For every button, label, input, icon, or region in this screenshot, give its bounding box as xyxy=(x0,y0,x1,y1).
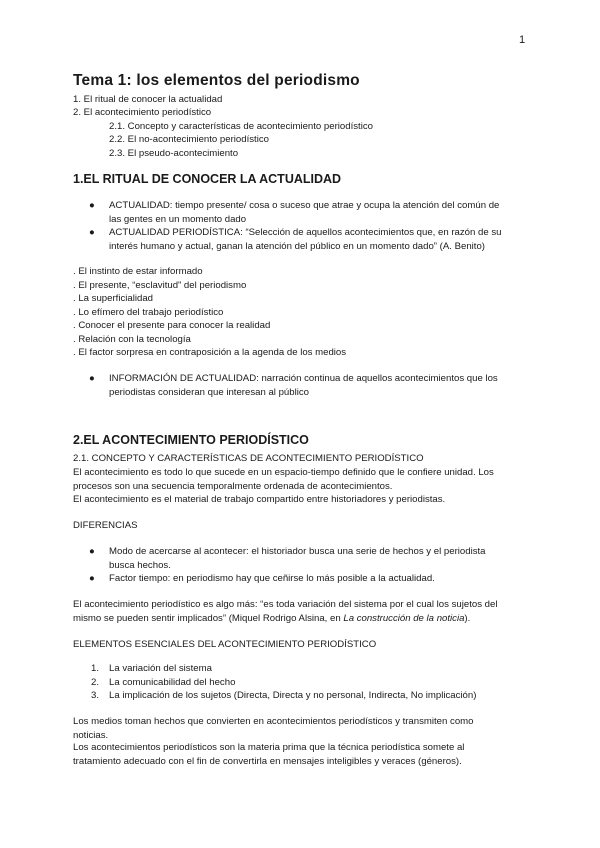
bullet-actualidad xyxy=(89,199,500,226)
paragraph-line: noticias. xyxy=(73,729,109,741)
paragraph-line: Los medios toman hechos que convierten en acontecimientos periodísticos y transmiten como xyxy=(73,716,474,727)
list-item: . Lo efímero del trabajo periodístico xyxy=(73,306,224,318)
list-item: . El instinto de estar informado xyxy=(73,266,203,277)
definition-paragraph xyxy=(73,598,497,625)
list-text: La implicación de los sujetos (Directa, Directa y no personal, Indirecta, No implicación) xyxy=(109,690,477,701)
bullet-line: Modo de acercarse al acontecer: el historiador busca una serie de hechos y el periodista xyxy=(109,546,486,557)
definition-text: mismo se pueden sentir implicados” (Miquel Rodrigo Alsina, en xyxy=(73,612,344,624)
page-number: 1 xyxy=(519,34,526,46)
bullet-line: interés humano y actual, ganan la atención del público en un momento dado” (A. Benito) xyxy=(109,240,485,252)
paragraph-line: tratamiento adecuado con el fin de convertirla en mensajes inteligibles y veraces (géneros). xyxy=(73,755,462,767)
bullet-line: ACTUALIDAD: tiempo presente/ cosa o suceso que atrae y ocupa la atención del común de xyxy=(109,200,500,211)
paragraph-line: El acontecimiento es todo lo que sucede en un espacio-tiempo definido que le confiere unidad. Los xyxy=(73,467,494,478)
bullet-dot: ● xyxy=(89,546,95,557)
subsection-heading: 2.1. CONCEPTO Y CARACTERÍSTICAS DE ACONTECIMIENTO PERIODÍSTICO xyxy=(73,453,424,464)
bullet-line: busca hechos. xyxy=(109,559,171,571)
toc-item-2-2: 2.2. El no-acontecimiento periodístico xyxy=(109,134,269,145)
page-title: Tema 1: los elementos del periodismo xyxy=(73,72,360,89)
closing-paragraph-2 xyxy=(73,741,464,768)
bullet-dot: ● xyxy=(89,373,95,384)
bullet-dot: ● xyxy=(89,227,95,238)
list-number: 1. xyxy=(91,663,100,674)
list-item: . Relación con la tecnología xyxy=(73,333,191,345)
bullet-informacion-actualidad xyxy=(89,372,498,399)
bullet-dot: ● xyxy=(89,200,95,211)
bullet-factor-tiempo xyxy=(89,572,435,586)
definition-end: ). xyxy=(464,612,471,624)
book-title: La construcción de la noticia xyxy=(343,612,465,624)
paragraph-line: El acontecimiento periodístico es algo más: “es toda variación del sistema por el cual los sujetos del xyxy=(73,599,498,610)
toc-item-1: 1. El ritual de conocer la actualidad xyxy=(73,94,223,105)
list-item: . El factor sorpresa en contraposición a la agenda de los medios xyxy=(73,347,347,358)
bullet-modo xyxy=(89,545,486,572)
list-number: 2. xyxy=(91,676,100,688)
list-number: 3. xyxy=(91,690,100,701)
paragraph-line xyxy=(73,612,497,626)
bullet-line: periodistas consideran que interesan al público xyxy=(109,386,309,398)
toc-item-2-1: 2.1. Concepto y características de acontecimiento periodístico xyxy=(109,121,373,132)
list-item xyxy=(91,676,476,690)
list-item xyxy=(91,689,476,703)
list-item: . Conocer el presente para conocer la realidad xyxy=(73,320,271,331)
bullet-line: ACTUALIDAD PERIODÍSTICA: “Selección de aquellos acontecimientos que, en razón de su xyxy=(109,227,502,238)
list-item: . El presente, “esclavitud” del periodismo xyxy=(73,279,247,291)
section-1-heading: 1.EL RITUAL DE CONOCER LA ACTUALIDAD xyxy=(73,172,342,186)
bullet-dot: ● xyxy=(89,573,95,584)
intro-paragraph xyxy=(73,466,494,507)
list-text: La variación del sistema xyxy=(109,663,212,674)
section-2-heading: 2.EL ACONTECIMIENTO PERIODÍSTICO xyxy=(73,433,309,447)
toc-item-2-3: 2.3. El pseudo-acontecimiento xyxy=(109,148,239,159)
toc-item-2: 2. El acontecimiento periodístico xyxy=(73,107,212,118)
paragraph-line: El acontecimiento es el material de trabajo compartido entre historiadores y periodistas. xyxy=(73,494,446,505)
list-item: . La superficialidad xyxy=(73,293,153,304)
paragraph-line: Los acontecimientos periodísticos son la materia prima que la técnica periodística somete al xyxy=(73,742,465,753)
list-text: La comunicabilidad del hecho xyxy=(109,676,236,688)
elements-list xyxy=(91,662,476,703)
diferencias-label: DIFERENCIAS xyxy=(73,520,138,531)
list-item xyxy=(91,662,476,676)
bullet-line: Factor tiempo: en periodismo hay que ceñirse lo más posible a la actualidad. xyxy=(109,573,435,584)
points-list xyxy=(73,265,346,360)
paragraph-line: procesos son una secuencia temporalmente ordenada de acontecimientos. xyxy=(73,480,393,492)
elements-label: ELEMENTOS ESENCIALES DEL ACONTECIMIENTO PERIODÍSTICO xyxy=(73,639,377,650)
closing-paragraph-1 xyxy=(73,715,473,742)
bullet-line: INFORMACIÓN DE ACTUALIDAD: narración continua de aquellos acontecimientos que los xyxy=(109,373,498,384)
bullet-actualidad-periodistica xyxy=(89,226,502,253)
bullet-line: las gentes en un momento dado xyxy=(109,213,247,225)
